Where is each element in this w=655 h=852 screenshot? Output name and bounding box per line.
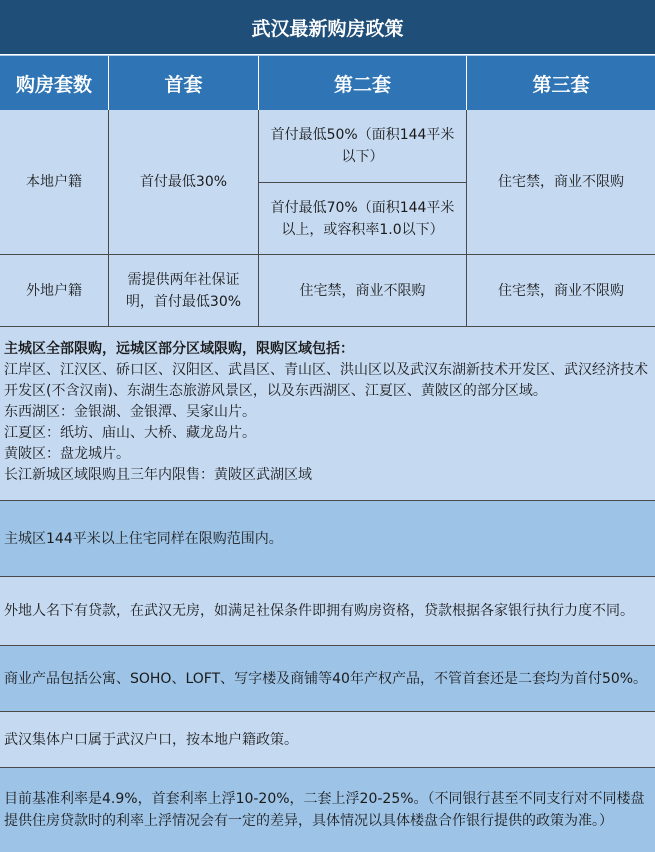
interest-rate-note: 目前基准利率是4.9%，首套利率上浮10-20%，二套上浮20-25%。（不同银行甚至不同支行对不同楼盘提供住房贷款时的利率上浮情况会有一定的差异，具体情况以具体楼盘合作银行提供的政策为准。） <box>0 768 655 852</box>
restricted-zones-heading: 主城区全部限购，远城区部分区域限购，限购区域包括： <box>4 341 354 357</box>
restricted-districts: 江岸区、江汉区、硚口区、汉阳区、武昌区、青山区、洪山区以及武汉东湖新技术开发区、武汉经济技术开发区(不含汉南)、东湖生态旅游风景区，以及东西湖区、江夏区、黄陂区的部分区域。 <box>4 362 648 399</box>
table-title: 武汉最新购房政策 <box>0 0 655 55</box>
header-purchase-count: 购房套数 <box>0 56 109 110</box>
local-third-home: 住宅禁，商业不限购 <box>467 110 655 255</box>
commercial-property-note: 商业产品包括公寓、SOHO、LOFT、写字楼及商铺等40年产权产品，不管首套还是二套均为首付50%。 <box>0 646 655 712</box>
nonlocal-third-home: 住宅禁，商业不限购 <box>467 255 655 327</box>
restricted-zones-note <box>0 327 655 501</box>
over-144-note: 主城区144平米以上住宅同样在限购范围内。 <box>0 501 655 577</box>
dongxihu-areas: 东西湖区：金银湖、金银潭、吴家山片。 <box>4 404 256 420</box>
jiangxia-areas: 江夏区：纸坊、庙山、大桥、藏龙岛片。 <box>4 425 256 441</box>
nonlocal-loan-note: 外地人名下有贷款，在武汉无房，如满足社保条件即拥有购房资格，贷款根据各家银行执行力度不同。 <box>0 577 655 646</box>
row-label-local: 本地户籍 <box>0 110 109 255</box>
header-first-home: 首套 <box>109 56 259 110</box>
row-label-nonlocal: 外地户籍 <box>0 255 109 327</box>
header-second-home: 第二套 <box>259 56 467 110</box>
changjiang-newtown-note: 长江新城区域限购且三年内限售：黄陂区武湖区域 <box>4 467 312 483</box>
local-second-home-under-144: 首付最低50%（面积144平米以下） <box>259 110 467 183</box>
nonlocal-second-home: 住宅禁，商业不限购 <box>259 255 467 327</box>
collective-hukou-note: 武汉集体户口属于武汉户口，按本地户籍政策。 <box>0 712 655 768</box>
local-first-home: 首付最低30% <box>109 110 259 255</box>
nonlocal-first-home: 需提供两年社保证明，首付最低30% <box>109 255 259 327</box>
local-second-home-over-144: 首付最低70%（面积144平米以上，或容积率1.0以下） <box>259 183 467 255</box>
header-third-home: 第三套 <box>467 56 655 110</box>
huangpi-areas: 黄陂区：盘龙城片。 <box>4 446 130 462</box>
